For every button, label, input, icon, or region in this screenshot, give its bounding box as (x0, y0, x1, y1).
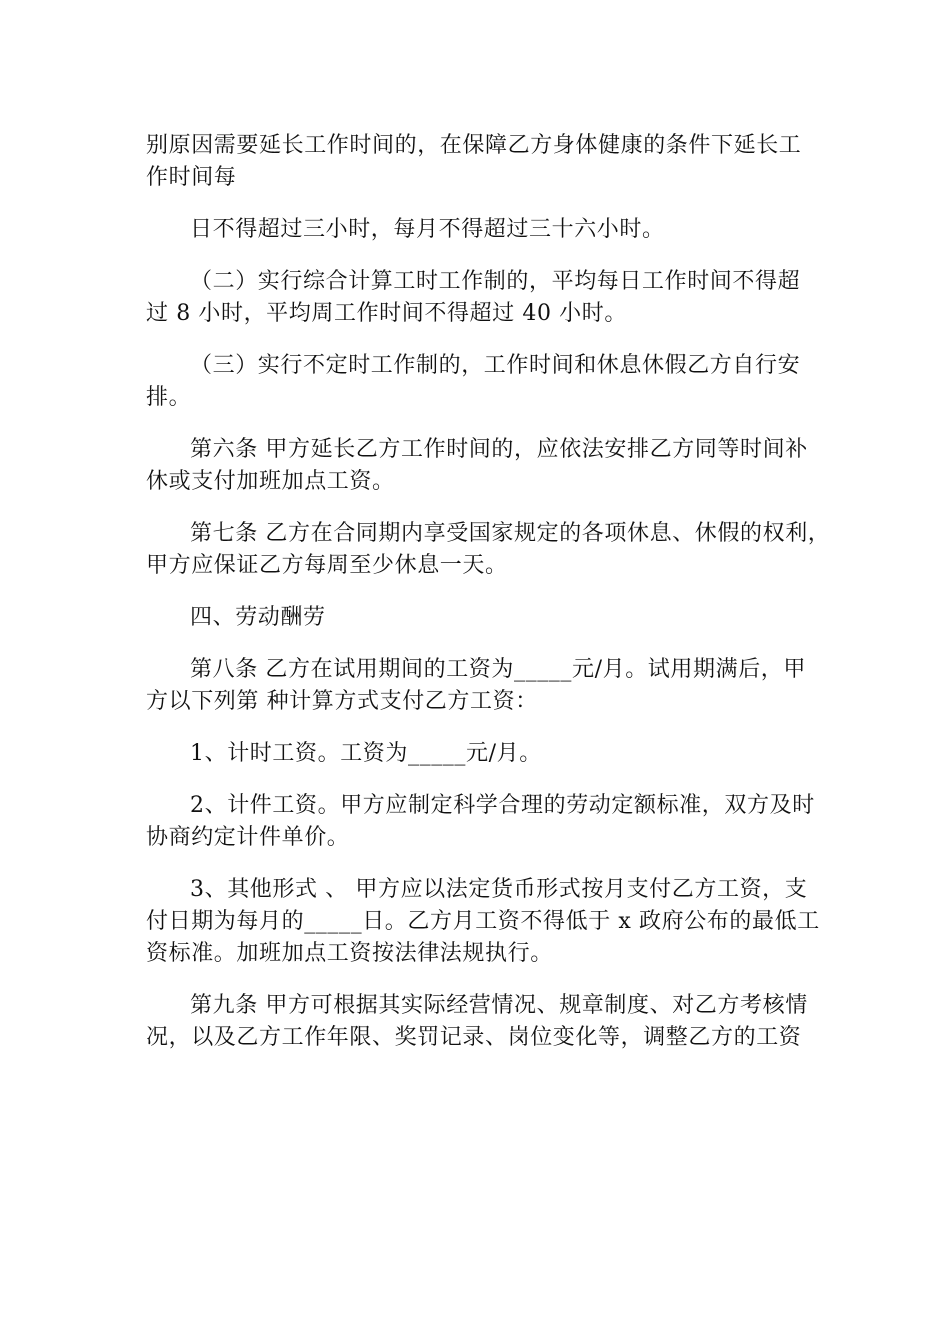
text-line: （二）实行综合计算工时工作制的，平均每日工作时间不得超 (190, 269, 801, 294)
text-line: 第六条 甲方延长乙方工作时间的，应依法安排乙方同等时间补 (190, 437, 808, 462)
text-line: 协商约定计件单价。 (146, 825, 350, 850)
document-body (146, 130, 831, 1054)
section-heading (146, 602, 806, 634)
text-line: 方以下列第 种计算方式支付乙方工资： (146, 689, 538, 714)
text-line: 1、计时工资。工资为_____元/月。 (190, 741, 542, 766)
text-line: 付日期为每月的_____日。乙方月工资不得低于 x 政府公布的最低工 (146, 909, 820, 934)
text-line: 第七条 乙方在合同期内享受国家规定的各项休息、休假的权利， (190, 521, 831, 546)
wage-item-1 (146, 738, 806, 770)
article-8 (146, 654, 806, 718)
text-line: 第九条 甲方可根据其实际经营情况、规章制度、对乙方考核情 (190, 993, 808, 1018)
text-line: 资标准。加班加点工资按法律法规执行。 (146, 941, 553, 966)
article-9 (146, 990, 806, 1054)
wage-item-2 (146, 790, 815, 854)
text-line: 过 8 小时，平均周工作时间不得超过 40 小时。 (146, 301, 627, 326)
text-line: 排。 (146, 385, 192, 410)
paragraph-4 (146, 350, 806, 414)
text-line: 休或支付加班加点工资。 (146, 469, 395, 494)
paragraph-2 (146, 214, 806, 246)
section-title: 四、劳动酬劳 (190, 605, 326, 630)
text-line: 3、其他形式 、 甲方应以法定货币形式按月支付乙方工资，支 (190, 877, 808, 902)
text-line: 第八条 乙方在试用期间的工资为_____元/月。试用期满后，甲 (190, 657, 807, 682)
text-line: 日不得超过三小时，每月不得超过三十六小时。 (190, 217, 665, 242)
text-line: 作时间每 (146, 165, 237, 190)
paragraph-1 (146, 130, 806, 194)
text-line: （三）实行不定时工作制的，工作时间和休息休假乙方自行安 (190, 353, 801, 378)
text-line: 甲方应保证乙方每周至少休息一天。 (146, 553, 508, 578)
text-line: 2、计件工资。甲方应制定科学合理的劳动定额标准，双方及时 (190, 793, 815, 818)
paragraph-3 (146, 266, 806, 330)
article-7 (146, 518, 831, 582)
text-line: 况，以及乙方工作年限、奖罚记录、岗位变化等，调整乙方的工资 (146, 1025, 802, 1050)
text-line: 别原因需要延长工作时间的，在保障乙方身体健康的条件下延长工 (146, 133, 802, 158)
article-6 (146, 434, 806, 498)
wage-item-3 (146, 874, 820, 970)
